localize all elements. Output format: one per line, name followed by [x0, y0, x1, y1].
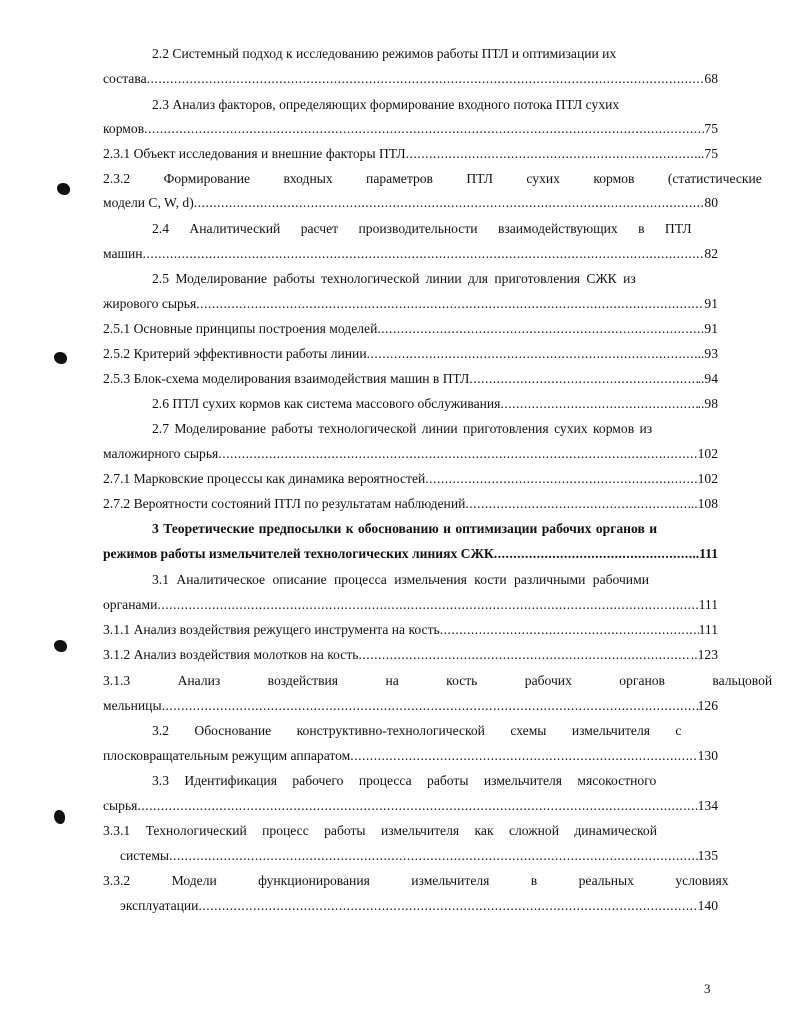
toc-2-2-title-tail: состава [103, 71, 147, 86]
toc-3-1-1: 3.1.1 Анализ воздействия режущего инструмента на кость ..... 111 [103, 621, 718, 639]
toc-3-1-line1: 3.1 Аналитическое описание процесса измельчения кости различными рабочими [152, 572, 649, 587]
toc-2-7-2: 2.7.2 Вероятности состояний ПТЛ по результатам наблюдений ..... ..108 [103, 495, 718, 513]
toc-2-3-line2: кормов ..... 75 [103, 120, 718, 138]
scan-mark [54, 640, 67, 652]
scan-mark [57, 183, 70, 195]
page-number: 3 [704, 981, 711, 996]
toc-3-1-3-line2: мельницы ..... 126 [103, 697, 718, 715]
toc-3-line1: 3 Теоретические предпосылки к обоснованию и оптимизации рабочих органов и [152, 521, 658, 536]
toc-3-3-1-line2: системы ..... 135 [120, 847, 718, 865]
toc-2-3-2-line2: модели C, W, d) ..... 80 [103, 194, 718, 212]
toc-2-4-line1: 2.4 Аналитический расчет производительности взаимодействующих в ПТЛ [152, 221, 692, 236]
toc-3-3-line1: 3.3 Идентификация рабочего процесса работы измельчителя мясокостного [152, 773, 657, 788]
toc-2-5-2: 2.5.2 Критерий эффективности работы линии ..... ..93 [103, 345, 718, 363]
toc-2-5-line1: 2.5 Моделирование работы технологической линии для приготовления СЖК из [152, 271, 636, 286]
toc-3-3-2-line1: 3.3.2 Модели функционирования измельчителя в реальных условиях [103, 873, 729, 888]
toc-2-7-1: 2.7.1 Марковские процессы как динамика вероятностей ..... 102 [103, 470, 718, 488]
toc-3-1-line2: органами ..... 111 [103, 596, 718, 614]
toc-3-1-2: 3.1.2 Анализ воздействия молотков на кость ..... ..123 [103, 646, 718, 664]
toc-3-3-1-line1: 3.3.1 Технологический процесс работы измельчителя как сложной динамической [103, 823, 657, 838]
toc-2-7-line2: маложирного сырья ..... 102 [103, 445, 718, 463]
toc-2-5-line2: жирового сырья ..... 91 [103, 295, 718, 313]
scan-mark [54, 352, 67, 364]
toc-2-7-line1: 2.7 Моделирование работы технологической линии приготовления сухих кормов из [152, 421, 653, 436]
toc-2-4-line2: машин ..... 82 [103, 245, 718, 263]
toc-2-6: 2.6 ПТЛ сухих кормов как система массового обслуживания ..... ..98 [152, 395, 718, 413]
toc-3-2-line1: 3.2 Обоснование конструктивно-технологической схемы измельчителя с [152, 723, 682, 738]
toc-2-3-2-line1: 2.3.2 Формирование входных параметров ПТЛ сухих кормов (статистические [103, 171, 762, 186]
toc-2-5-3: 2.5.3 Блок-схема моделирования взаимодействия машин в ПТЛ ..... ..94 [103, 370, 718, 388]
toc-3-2-line2: плосковращательным режущим аппаратом ..... 130 [103, 747, 718, 765]
toc-2-2-page: 68 [704, 71, 718, 86]
toc-2-3-1: 2.3.1 Объект исследования и внешние факторы ПТЛ ..... ..75 [103, 145, 718, 163]
toc-2-2-line1: 2.2 Системный подход к исследованию режимов работы ПТЛ и оптимизации их [152, 46, 617, 61]
toc-3-1-3-line1: 3.1.3 Анализ воздействия на кость рабочих органов вальцовой [103, 673, 773, 688]
toc-3-3-2-line2: эксплуатации ..... 140 [120, 897, 718, 915]
toc-2-5-1: 2.5.1 Основные принципы построения моделей ..... 91 [103, 320, 718, 338]
toc-3-line2: режимов работы измельчителей технологических линиях СЖК ..... ..111 [103, 545, 718, 563]
scan-mark [54, 810, 65, 824]
toc-3-3-line2: сырья ..... 134 [103, 797, 718, 815]
toc-2-2-line2 [103, 70, 718, 88]
toc-2-3-line1: 2.3 Анализ факторов, определяющих формирование входного потока ПТЛ сухих [152, 97, 620, 112]
